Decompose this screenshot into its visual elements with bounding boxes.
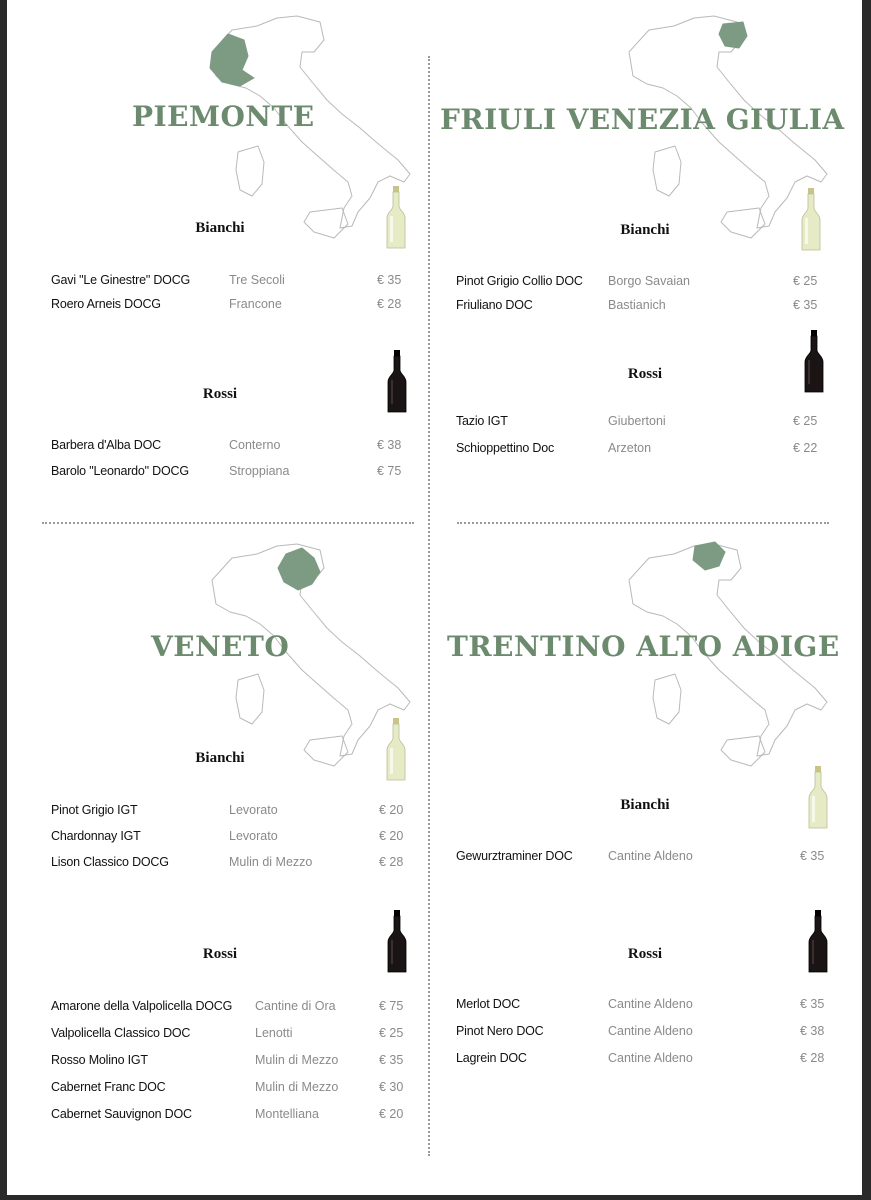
section-title-rossi: Rossi [202, 946, 238, 962]
wine-price: € 25 [793, 274, 818, 288]
wine-price: € 35 [800, 849, 825, 863]
wine-price: € 25 [379, 1026, 404, 1040]
wine-producer: Levorato [229, 803, 278, 817]
wine-name: Lison Classico DOCG [51, 855, 169, 869]
wine-row [51, 829, 429, 847]
section-title-bianchi: Bianchi [195, 750, 245, 766]
wine-producer: Mulin di Mezzo [229, 855, 313, 869]
wine-row [51, 1053, 429, 1071]
wine-price: € 38 [800, 1024, 825, 1038]
wine-name: Cabernet Franc DOC [51, 1080, 166, 1094]
wine-producer: Tre Secoli [229, 273, 285, 287]
wine-name: Chardonnay IGT [51, 829, 141, 843]
wine-price: € 20 [379, 803, 404, 817]
wine-producer: Mulin di Mezzo [255, 1080, 339, 1094]
wine-name: Gavi "Le Ginestre" DOCG [51, 273, 191, 287]
wine-row [51, 1080, 429, 1098]
wine-price: € 38 [377, 438, 402, 452]
wine-price: € 20 [379, 829, 404, 843]
section-title-bianchi: Bianchi [620, 222, 670, 238]
wine-name: Cabernet Sauvignon DOC [51, 1107, 192, 1121]
screen-edge-left [0, 0, 7, 1200]
wine-producer: Francone [229, 297, 282, 311]
wine-name: Friuliano DOC [456, 298, 533, 312]
wine-row [51, 438, 427, 456]
wine-producer: Bastianich [608, 298, 666, 312]
wine-row [51, 855, 429, 873]
wine-producer: Borgo Savaian [608, 274, 691, 288]
wine-menu-page [7, 0, 862, 1195]
region-title: FRIULI VENEZIA GIULIA [440, 103, 845, 136]
wine-row [456, 1051, 850, 1069]
wine-row [456, 997, 850, 1015]
horizontal-divider-right [457, 522, 829, 524]
wine-producer: Montelliana [255, 1107, 319, 1121]
wine-row [456, 298, 843, 316]
region-title: PIEMONTE [132, 100, 315, 133]
red-wine-bottle-icon [803, 330, 825, 399]
wine-name: Barbera d'Alba DOC [51, 438, 161, 452]
white-wine-bottle-icon [800, 188, 822, 257]
wine-row [51, 1026, 429, 1044]
wine-price: € 75 [377, 464, 402, 478]
wine-producer: Cantine di Ora [255, 999, 336, 1013]
wine-producer: Giubertoni [608, 414, 666, 428]
wine-row [51, 803, 429, 821]
wine-price: € 22 [793, 441, 818, 455]
wine-price: € 75 [379, 999, 404, 1013]
wine-row [51, 297, 427, 315]
wine-name: Pinot Grigio IGT [51, 803, 138, 817]
wine-producer: Cantine Aldeno [608, 849, 693, 863]
section-title-bianchi: Bianchi [620, 797, 670, 813]
wine-price: € 35 [377, 273, 402, 287]
wine-row [456, 849, 850, 867]
wine-name: Tazio IGT [456, 414, 508, 428]
red-wine-bottle-icon [807, 910, 829, 979]
wine-row [456, 1024, 850, 1042]
wine-name: Barolo "Leonardo" DOCG [51, 464, 189, 478]
white-wine-bottle-icon [807, 766, 829, 835]
wine-name: Rosso Molino IGT [51, 1053, 148, 1067]
wine-name: Valpolicella Classico DOC [51, 1026, 191, 1040]
wine-name: Gewurztraminer DOC [456, 849, 573, 863]
wine-producer: Cantine Aldeno [608, 1024, 693, 1038]
red-wine-bottle-icon [386, 350, 408, 419]
section-title-rossi: Rossi [627, 366, 663, 382]
wine-price: € 25 [793, 414, 818, 428]
wine-price: € 28 [377, 297, 402, 311]
wine-name: Merlot DOC [456, 997, 520, 1011]
wine-row [456, 441, 843, 459]
wine-name: Roero Arneis DOCG [51, 297, 161, 311]
wine-name: Pinot Grigio Collio DOC [456, 274, 583, 288]
red-wine-bottle-icon [386, 910, 408, 979]
vertical-divider [428, 56, 430, 1156]
section-title-rossi: Rossi [627, 946, 663, 962]
section-title-rossi: Rossi [202, 386, 238, 402]
wine-producer: Levorato [229, 829, 278, 843]
wine-price: € 28 [379, 855, 404, 869]
screen-edge-right [862, 0, 871, 1200]
wine-price: € 35 [379, 1053, 404, 1067]
wine-row [51, 273, 427, 291]
wine-price: € 35 [793, 298, 818, 312]
wine-row [51, 1107, 429, 1125]
wine-price: € 20 [379, 1107, 404, 1121]
screen-edge-bottom [0, 1195, 871, 1200]
wine-name: Schioppettino Doc [456, 441, 555, 455]
region-title: VENETO [151, 630, 290, 663]
wine-producer: Mulin di Mezzo [255, 1053, 339, 1067]
wine-name: Pinot Nero DOC [456, 1024, 544, 1038]
white-wine-bottle-icon [385, 718, 407, 787]
region-title: TRENTINO ALTO ADIGE [447, 630, 840, 663]
section-title-bianchi: Bianchi [195, 220, 245, 236]
wine-producer: Conterno [229, 438, 281, 452]
wine-producer: Lenotti [255, 1026, 293, 1040]
wine-price: € 35 [800, 997, 825, 1011]
wine-row [456, 414, 843, 432]
wine-producer: Cantine Aldeno [608, 1051, 693, 1065]
wine-row [51, 999, 429, 1017]
wine-name: Amarone della Valpolicella DOCG [51, 999, 233, 1013]
wine-row [51, 464, 427, 482]
wine-producer: Cantine Aldeno [608, 997, 693, 1011]
white-wine-bottle-icon [385, 186, 407, 255]
wine-name: Lagrein DOC [456, 1051, 527, 1065]
wine-price: € 28 [800, 1051, 825, 1065]
horizontal-divider-left [42, 522, 414, 524]
wine-producer: Stroppiana [229, 464, 290, 478]
wine-producer: Arzeton [608, 441, 652, 455]
wine-row [456, 274, 843, 292]
wine-price: € 30 [379, 1080, 404, 1094]
